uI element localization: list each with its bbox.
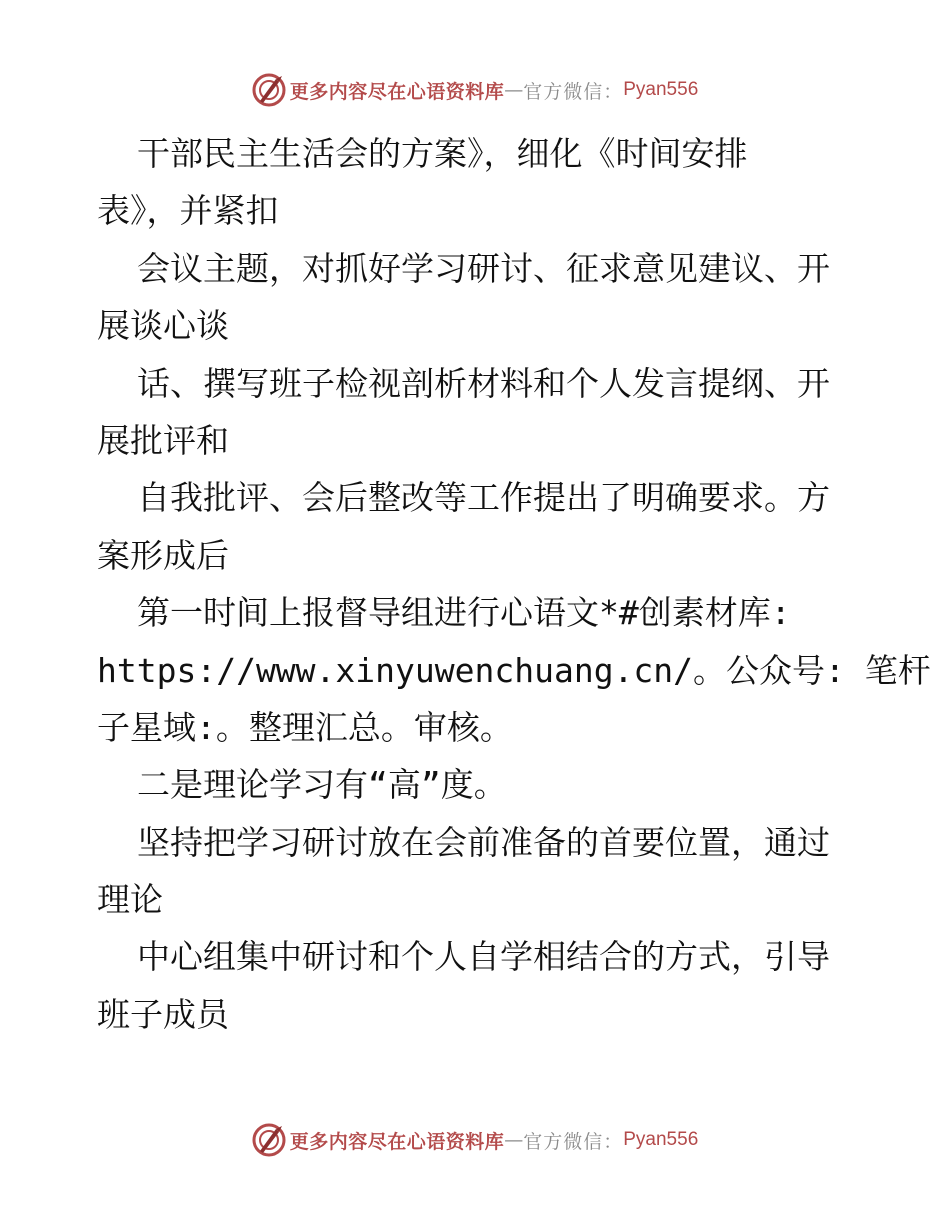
body-line-1: 干部民主生活会的方案》，细化《时间安排	[137, 134, 748, 173]
body-line-13: 坚持把学习研讨放在会前准备的首要位置，通过	[137, 822, 830, 862]
body-line-8: 案形成后	[97, 535, 229, 575]
footer-brand-text: 更多内容尽在心语资料库	[289, 1130, 505, 1153]
body-line-4: 展谈心谈	[97, 306, 229, 346]
body-line-11: 子星域:。整理汇总。审核。	[97, 707, 513, 747]
body-line-14: 理论	[97, 880, 163, 920]
header-watermark-banner	[0, 70, 950, 110]
header-dash: —	[504, 79, 524, 101]
footer-wechat-label: 官方微信：	[523, 1130, 624, 1153]
body-line-2: 表》，并紧扣	[97, 191, 279, 231]
body-line-7: 自我批评、会后整改等工作提出了明确要求。方	[137, 478, 830, 518]
header-wechat-label: 官方微信：	[523, 80, 624, 103]
header-wechat-id: Pyan556	[623, 79, 699, 100]
footer-watermark-banner	[0, 1120, 950, 1160]
body-line-12: 二是理论学习有“高”度。	[137, 765, 507, 805]
body-line-9: 第一时间上报督导组进行心语文*#创素材库:	[137, 593, 791, 633]
footer-wechat-id: Pyan556	[623, 1129, 699, 1150]
quill-pen-logo-icon	[252, 73, 286, 107]
body-line-10: https://www.xinyuwenchuang.cn/。公众号: 笔杆	[97, 650, 931, 690]
document-body	[97, 125, 931, 1043]
footer-dash: —	[504, 1129, 524, 1151]
body-line-15: 中心组集中研讨和个人自学相结合的方式，引导	[137, 937, 830, 977]
body-line-5: 话、撰写班子检视剖析材料和个人发言提纲、开	[137, 363, 830, 403]
body-line-3: 会议主题，对抓好学习研讨、征求意见建议、开	[137, 248, 830, 288]
body-line-16: 班子成员	[97, 994, 229, 1034]
header-brand-text: 更多内容尽在心语资料库	[289, 80, 505, 103]
quill-pen-logo-icon	[252, 1123, 286, 1157]
body-line-6: 展批评和	[97, 420, 229, 460]
